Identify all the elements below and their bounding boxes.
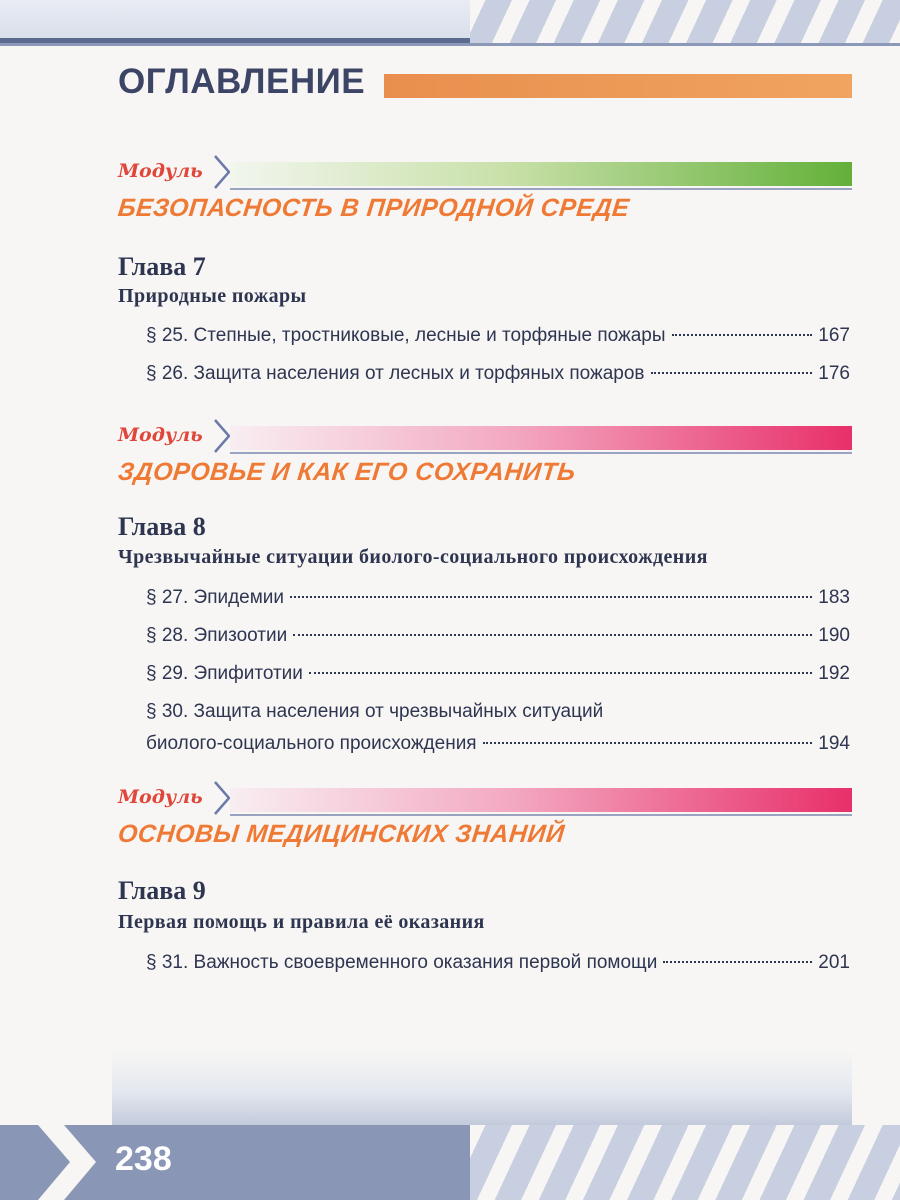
dot-leader [293,634,812,636]
toc-entry[interactable] [146,949,850,977]
module-underline [230,452,852,454]
chapter-number: Глава 8 [118,512,206,541]
toc-entry[interactable] [146,660,850,688]
entry-title: § 27. Эпидемии [146,587,285,608]
entry-title: § 28. Эпизоотии [146,625,288,646]
module-label: Модуль [118,160,203,182]
module-name: ЗДОРОВЬЕ И КАК ЕГО СОХРАНИТЬ [116,458,578,486]
entry-page: 183 [818,587,850,608]
entry-page: 201 [818,952,850,973]
entry-title: § 26. Защита населения от лесных и торфяных пожаров [146,363,645,384]
module-color-bar [230,788,852,812]
toc-entry[interactable] [146,584,850,612]
module-color-bar [230,162,852,186]
entry-page: 167 [818,325,850,346]
entry-page: 176 [818,363,850,384]
module-name: БЕЗОПАСНОСТЬ В ПРИРОДНОЙ СРЕДЕ [116,194,631,222]
entry-title: § 31. Важность своевременного оказания первой помощи [146,952,658,973]
chapter-title: Природные пожары [118,285,307,307]
entry-page: 190 [818,625,850,646]
dot-leader [651,372,813,374]
top-stripe-band [0,0,900,46]
toc-entry-multiline[interactable] [146,698,850,758]
entry-title: биолого-социального происхождения [146,733,477,754]
chevron-right-icon [212,780,232,816]
chapter-title: Первая помощь и правила её оказания [118,911,485,933]
chapter-title: Чрезвычайные ситуации биолого-социального происхождения [118,546,708,568]
toc-entry[interactable] [146,360,850,388]
chapter-number: Глава 7 [118,252,206,281]
entry-page: 192 [818,663,850,684]
module-underline [230,814,852,816]
dot-leader [663,961,812,963]
entry-page: 194 [818,733,850,754]
chevron-right-icon [212,418,232,454]
chevron-right-icon [38,1125,98,1200]
toc-entry[interactable] [146,622,850,650]
chapter-number: Глава 9 [118,876,206,905]
module-name: ОСНОВЫ МЕДИЦИНСКИХ ЗНАНИЙ [116,820,567,848]
title-accent-bar [384,74,852,98]
entry-title: § 25. Степные, тростниковые, лесные и торфяные пожары [146,325,666,346]
dot-leader [309,672,812,674]
module-underline [230,188,852,190]
dot-leader [290,596,812,598]
module-label: Модуль [118,424,203,446]
page-number: 238 [115,1140,172,1178]
chevron-right-icon [212,154,232,190]
page-title: ОГЛАВЛЕНИЕ [118,62,366,101]
entry-title-line1: § 30. Защита населения от чрезвычайных ситуаций [146,701,604,722]
toc-entry[interactable] [146,322,850,350]
module-color-bar [230,426,852,450]
top-band-line [0,43,900,46]
dot-leader [672,334,813,336]
top-band-solid [0,0,470,43]
bottom-fade-panel [112,1050,852,1125]
entry-title: § 29. Эпифитотии [146,663,303,684]
module-label: Модуль [118,786,203,808]
dot-leader [483,742,813,744]
